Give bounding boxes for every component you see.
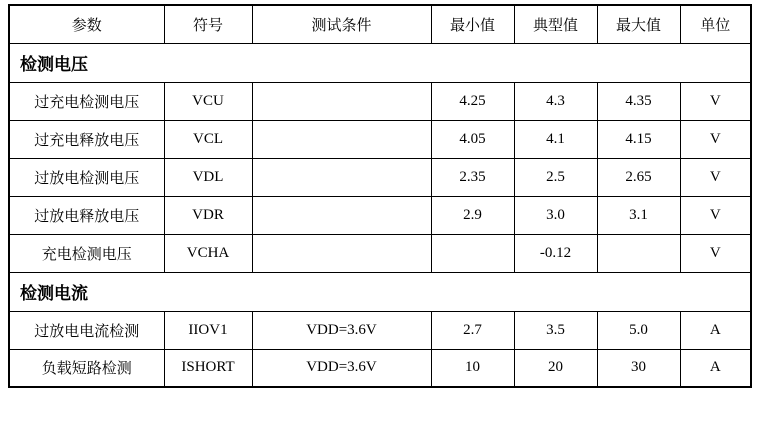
row-max: 30 <box>597 349 680 387</box>
table-row <box>9 120 751 158</box>
section-header-row <box>9 43 751 82</box>
spec-sheet <box>0 4 760 440</box>
row-max: 3.1 <box>597 196 680 234</box>
row-min: 4.25 <box>431 82 514 120</box>
row-parameter: 过放电电流检测 <box>9 311 164 349</box>
row-min: 2.7 <box>431 311 514 349</box>
header-min: 最小值 <box>431 5 514 43</box>
row-condition <box>252 196 431 234</box>
row-symbol: IIOV1 <box>164 311 252 349</box>
row-parameter: 负载短路检测 <box>9 349 164 387</box>
row-unit: A <box>680 311 751 349</box>
row-unit: V <box>680 82 751 120</box>
section-title-detection-current: 检测电流 <box>9 272 751 311</box>
section-title-detection-voltage: 检测电压 <box>9 43 751 82</box>
header-test-condition: 测试条件 <box>252 5 431 43</box>
row-min <box>431 234 514 272</box>
table-row <box>9 311 751 349</box>
row-typ: 3.0 <box>514 196 597 234</box>
row-unit: V <box>680 158 751 196</box>
table-row <box>9 158 751 196</box>
row-max: 2.65 <box>597 158 680 196</box>
row-condition <box>252 234 431 272</box>
header-parameter: 参数 <box>9 5 164 43</box>
row-parameter: 过充电检测电压 <box>9 82 164 120</box>
row-condition: VDD=3.6V <box>252 349 431 387</box>
row-symbol: VCU <box>164 82 252 120</box>
row-condition: VDD=3.6V <box>252 311 431 349</box>
header-unit: 单位 <box>680 5 751 43</box>
row-min: 2.35 <box>431 158 514 196</box>
table-row <box>9 196 751 234</box>
row-typ: 4.1 <box>514 120 597 158</box>
row-max <box>597 234 680 272</box>
header-symbol: 符号 <box>164 5 252 43</box>
row-unit: A <box>680 349 751 387</box>
row-max: 4.15 <box>597 120 680 158</box>
table-body <box>9 43 751 387</box>
row-unit: V <box>680 120 751 158</box>
table-row <box>9 234 751 272</box>
row-max: 5.0 <box>597 311 680 349</box>
row-typ: 4.3 <box>514 82 597 120</box>
header-max: 最大值 <box>597 5 680 43</box>
table-row <box>9 349 751 387</box>
row-symbol: VDL <box>164 158 252 196</box>
header-row <box>9 5 751 43</box>
section-header-row <box>9 272 751 311</box>
row-parameter: 过放电释放电压 <box>9 196 164 234</box>
row-parameter: 充电检测电压 <box>9 234 164 272</box>
table-header <box>9 5 751 43</box>
row-condition <box>252 120 431 158</box>
row-condition <box>252 82 431 120</box>
row-unit: V <box>680 196 751 234</box>
row-typ: 2.5 <box>514 158 597 196</box>
row-min: 2.9 <box>431 196 514 234</box>
row-parameter: 过充电释放电压 <box>9 120 164 158</box>
row-min: 4.05 <box>431 120 514 158</box>
row-symbol: ISHORT <box>164 349 252 387</box>
row-symbol: VDR <box>164 196 252 234</box>
row-symbol: VCHA <box>164 234 252 272</box>
header-typ: 典型值 <box>514 5 597 43</box>
row-parameter: 过放电检测电压 <box>9 158 164 196</box>
row-typ: -0.12 <box>514 234 597 272</box>
row-max: 4.35 <box>597 82 680 120</box>
row-min: 10 <box>431 349 514 387</box>
row-unit: V <box>680 234 751 272</box>
row-symbol: VCL <box>164 120 252 158</box>
row-condition <box>252 158 431 196</box>
table-row <box>9 82 751 120</box>
row-typ: 20 <box>514 349 597 387</box>
row-typ: 3.5 <box>514 311 597 349</box>
electrical-characteristics-table <box>8 4 752 388</box>
